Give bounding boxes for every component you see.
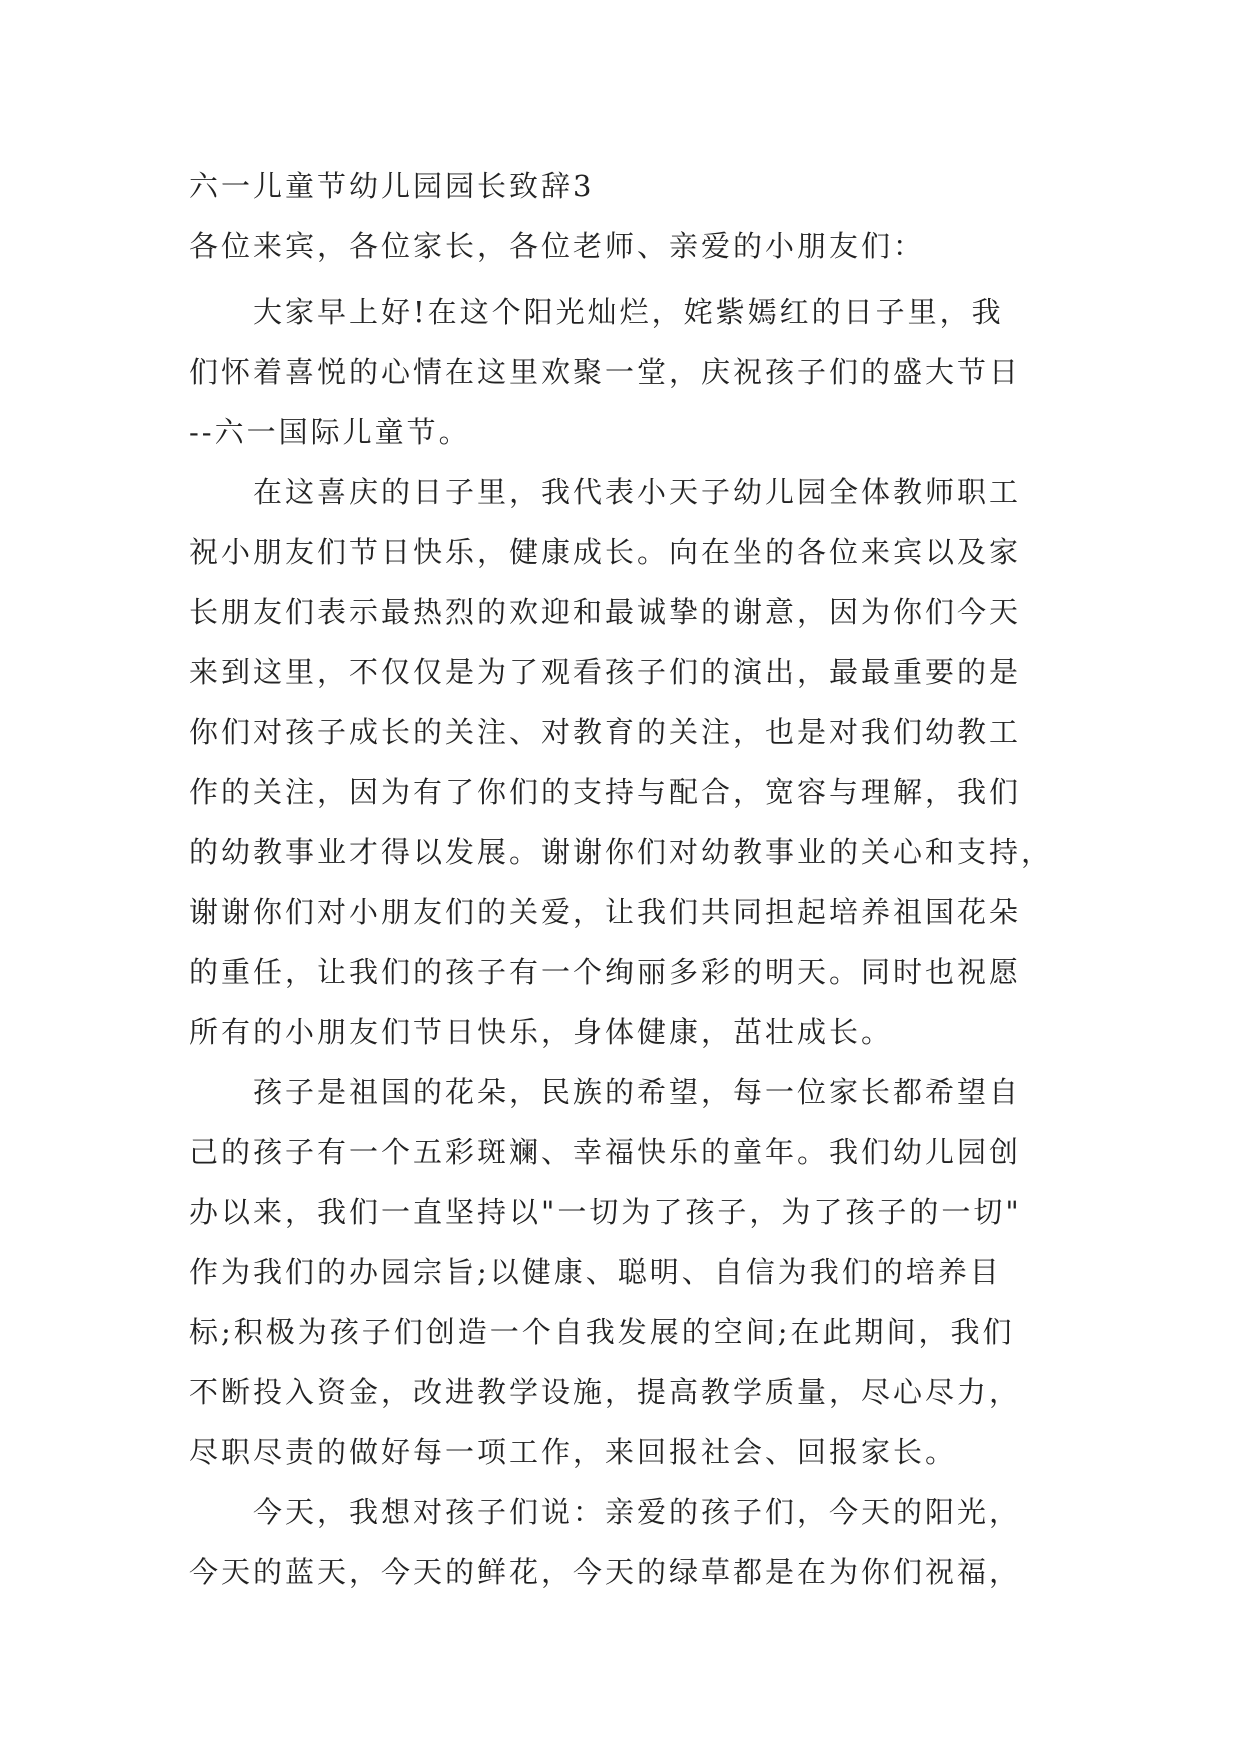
paragraph-line: 的重任，让我们的孩子有一个绚丽多彩的明天。同时也祝愿 xyxy=(189,955,1022,989)
document-body xyxy=(189,162,1054,1602)
paragraph-line: 谢谢你们对小朋友们的关爱，让我们共同担起培养祖国花朵 xyxy=(189,895,1022,929)
paragraph-line: 长朋友们表示最热烈的欢迎和最诚挚的谢意，因为你们今天 xyxy=(189,595,1022,629)
paragraph-opening xyxy=(189,282,1049,462)
paragraph-line: 今天的蓝天，今天的鲜花，今天的绿草都是在为你们祝福， xyxy=(189,1555,1022,1589)
paragraph-line: --六一国际儿童节。 xyxy=(189,415,471,449)
paragraph-to-children xyxy=(189,1482,1049,1602)
paragraph-line: 作为我们的办园宗旨;以健康、聪明、自信为我们的培养目 xyxy=(189,1255,1002,1289)
paragraph-line: 己的孩子有一个五彩斑斓、幸福快乐的童年。我们幼儿园创 xyxy=(189,1135,1022,1169)
paragraph-line: 大家早上好!在这个阳光灿烂，姹紫嫣红的日子里，我 xyxy=(253,295,1004,329)
paragraph-line: 不断投入资金，改进教学设施，提高教学质量，尽心尽力， xyxy=(189,1375,1022,1409)
paragraph-line: 作的关注，因为有了你们的支持与配合，宽容与理解，我们 xyxy=(189,775,1022,809)
paragraph-line: 办以来，我们一直坚持以"一切为了孩子，为了孩子的一切" xyxy=(189,1195,1022,1229)
paragraph-line: 孩子是祖国的花朵，民族的希望，每一位家长都希望自 xyxy=(253,1075,1022,1109)
paragraph-line: 尽职尽责的做好每一项工作，来回报社会、回报家长。 xyxy=(189,1435,958,1469)
paragraph-line: 祝小朋友们节日快乐，健康成长。向在坐的各位来宾以及家 xyxy=(189,535,1022,569)
paragraph-line: 的幼教事业才得以发展。谢谢你们对幼教事业的关心和支持， xyxy=(189,835,1054,869)
paragraph-line: 所有的小朋友们节日快乐，身体健康，茁壮成长。 xyxy=(189,1015,894,1049)
paragraph-line: 你们对孩子成长的关注、对教育的关注，也是对我们幼教工 xyxy=(189,715,1022,749)
paragraph-mission xyxy=(189,1062,1049,1482)
document-title: 六一儿童节幼儿园园长致辞3 xyxy=(189,169,595,203)
paragraph-line: 来到这里，不仅仅是为了观看孩子们的演出，最最重要的是 xyxy=(189,655,1022,689)
paragraph-thanks xyxy=(189,462,1054,1062)
paragraph-line: 们怀着喜悦的心情在这里欢聚一堂，庆祝孩子们的盛大节日 xyxy=(189,355,1022,389)
paragraph-line: 今天，我想对孩子们说：亲爱的孩子们，今天的阳光， xyxy=(253,1495,1022,1529)
greeting: 各位来宾，各位家长，各位老师、亲爱的小朋友们： xyxy=(189,229,926,263)
paragraph-line: 在这喜庆的日子里，我代表小天子幼儿园全体教师职工 xyxy=(253,475,1022,509)
paragraph-line: 标;积极为孩子们创造一个自我发展的空间;在此期间，我们 xyxy=(189,1315,1015,1349)
